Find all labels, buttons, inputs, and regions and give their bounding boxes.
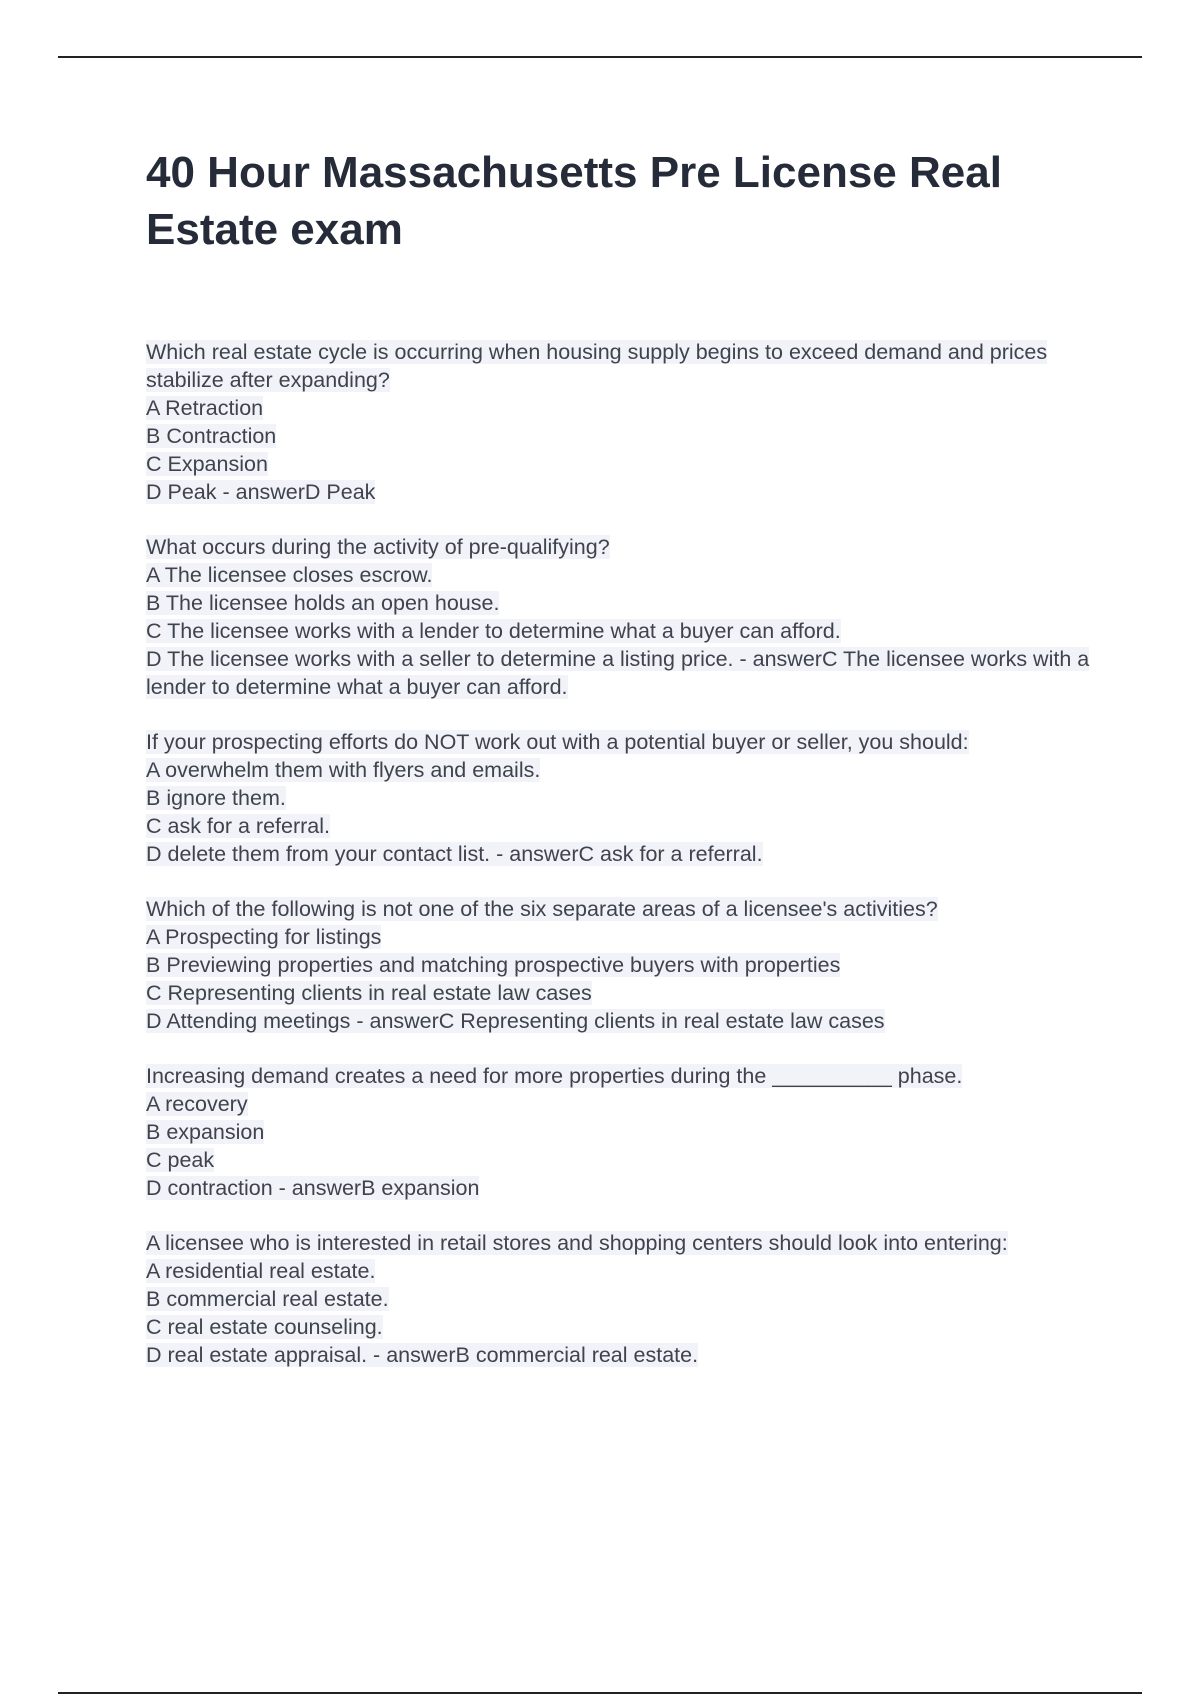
top-rule xyxy=(58,56,1142,58)
option-b: B ignore them. xyxy=(146,786,286,810)
option-d-answer: D delete them from your contact list. - answerC ask for a referral. xyxy=(146,842,763,866)
question-text: What occurs during the activity of pre-qualifying? xyxy=(146,535,610,559)
option-a: A Retraction xyxy=(146,396,264,420)
bottom-rule xyxy=(58,1692,1142,1694)
question-block-4 xyxy=(146,895,1106,1035)
option-c: C Expansion xyxy=(146,452,268,476)
question-list xyxy=(146,338,1106,1396)
question-text: If your prospecting efforts do NOT work out with a potential buyer or seller, you should: xyxy=(146,730,969,754)
option-a: A The licensee closes escrow. xyxy=(146,563,433,587)
option-c: C real estate counseling. xyxy=(146,1315,383,1339)
option-d-answer: D Peak - answerD Peak xyxy=(146,480,376,504)
option-a: A overwhelm them with flyers and emails. xyxy=(146,758,541,782)
question-text: Which real estate cycle is occurring when housing supply begins to exceed demand and prices stabilize after expanding? xyxy=(146,340,1048,392)
option-b: B commercial real estate. xyxy=(146,1287,389,1311)
option-a: A Prospecting for listings xyxy=(146,925,382,949)
document-title: 40 Hour Massachusetts Pre License Real Estate exam xyxy=(146,148,1002,254)
question-text: Which of the following is not one of the six separate areas of a licensee's activities? xyxy=(146,897,938,921)
option-a: A recovery xyxy=(146,1092,248,1116)
question-block-5 xyxy=(146,1062,1106,1202)
question-block-3 xyxy=(146,728,1106,868)
option-a: A residential real estate. xyxy=(146,1259,376,1283)
option-d-answer: D The licensee works with a seller to determine a listing price. - answerC The licensee works with a lender to determine what a buyer can afford. xyxy=(146,647,1090,699)
option-b: B Previewing properties and matching prospective buyers with properties xyxy=(146,953,841,977)
question-block-1 xyxy=(146,338,1106,506)
option-b: B The licensee holds an open house. xyxy=(146,591,500,615)
option-d-answer: D contraction - answerB expansion xyxy=(146,1176,480,1200)
option-d-answer: D Attending meetings - answerC Representing clients in real estate law cases xyxy=(146,1009,885,1033)
option-c: C Representing clients in real estate law cases xyxy=(146,981,592,1005)
question-block-2 xyxy=(146,533,1106,701)
question-text: A licensee who is interested in retail stores and shopping centers should look into entering: xyxy=(146,1231,1008,1255)
question-text: Increasing demand creates a need for more properties during the __________ phase. xyxy=(146,1064,963,1088)
option-b: B Contraction xyxy=(146,424,277,448)
option-c: C peak xyxy=(146,1148,215,1172)
option-c: C ask for a referral. xyxy=(146,814,330,838)
option-c: C The licensee works with a lender to determine what a buyer can afford. xyxy=(146,619,841,643)
option-b: B expansion xyxy=(146,1120,265,1144)
question-block-6 xyxy=(146,1229,1106,1369)
option-d-answer: D real estate appraisal. - answerB commercial real estate. xyxy=(146,1343,699,1367)
